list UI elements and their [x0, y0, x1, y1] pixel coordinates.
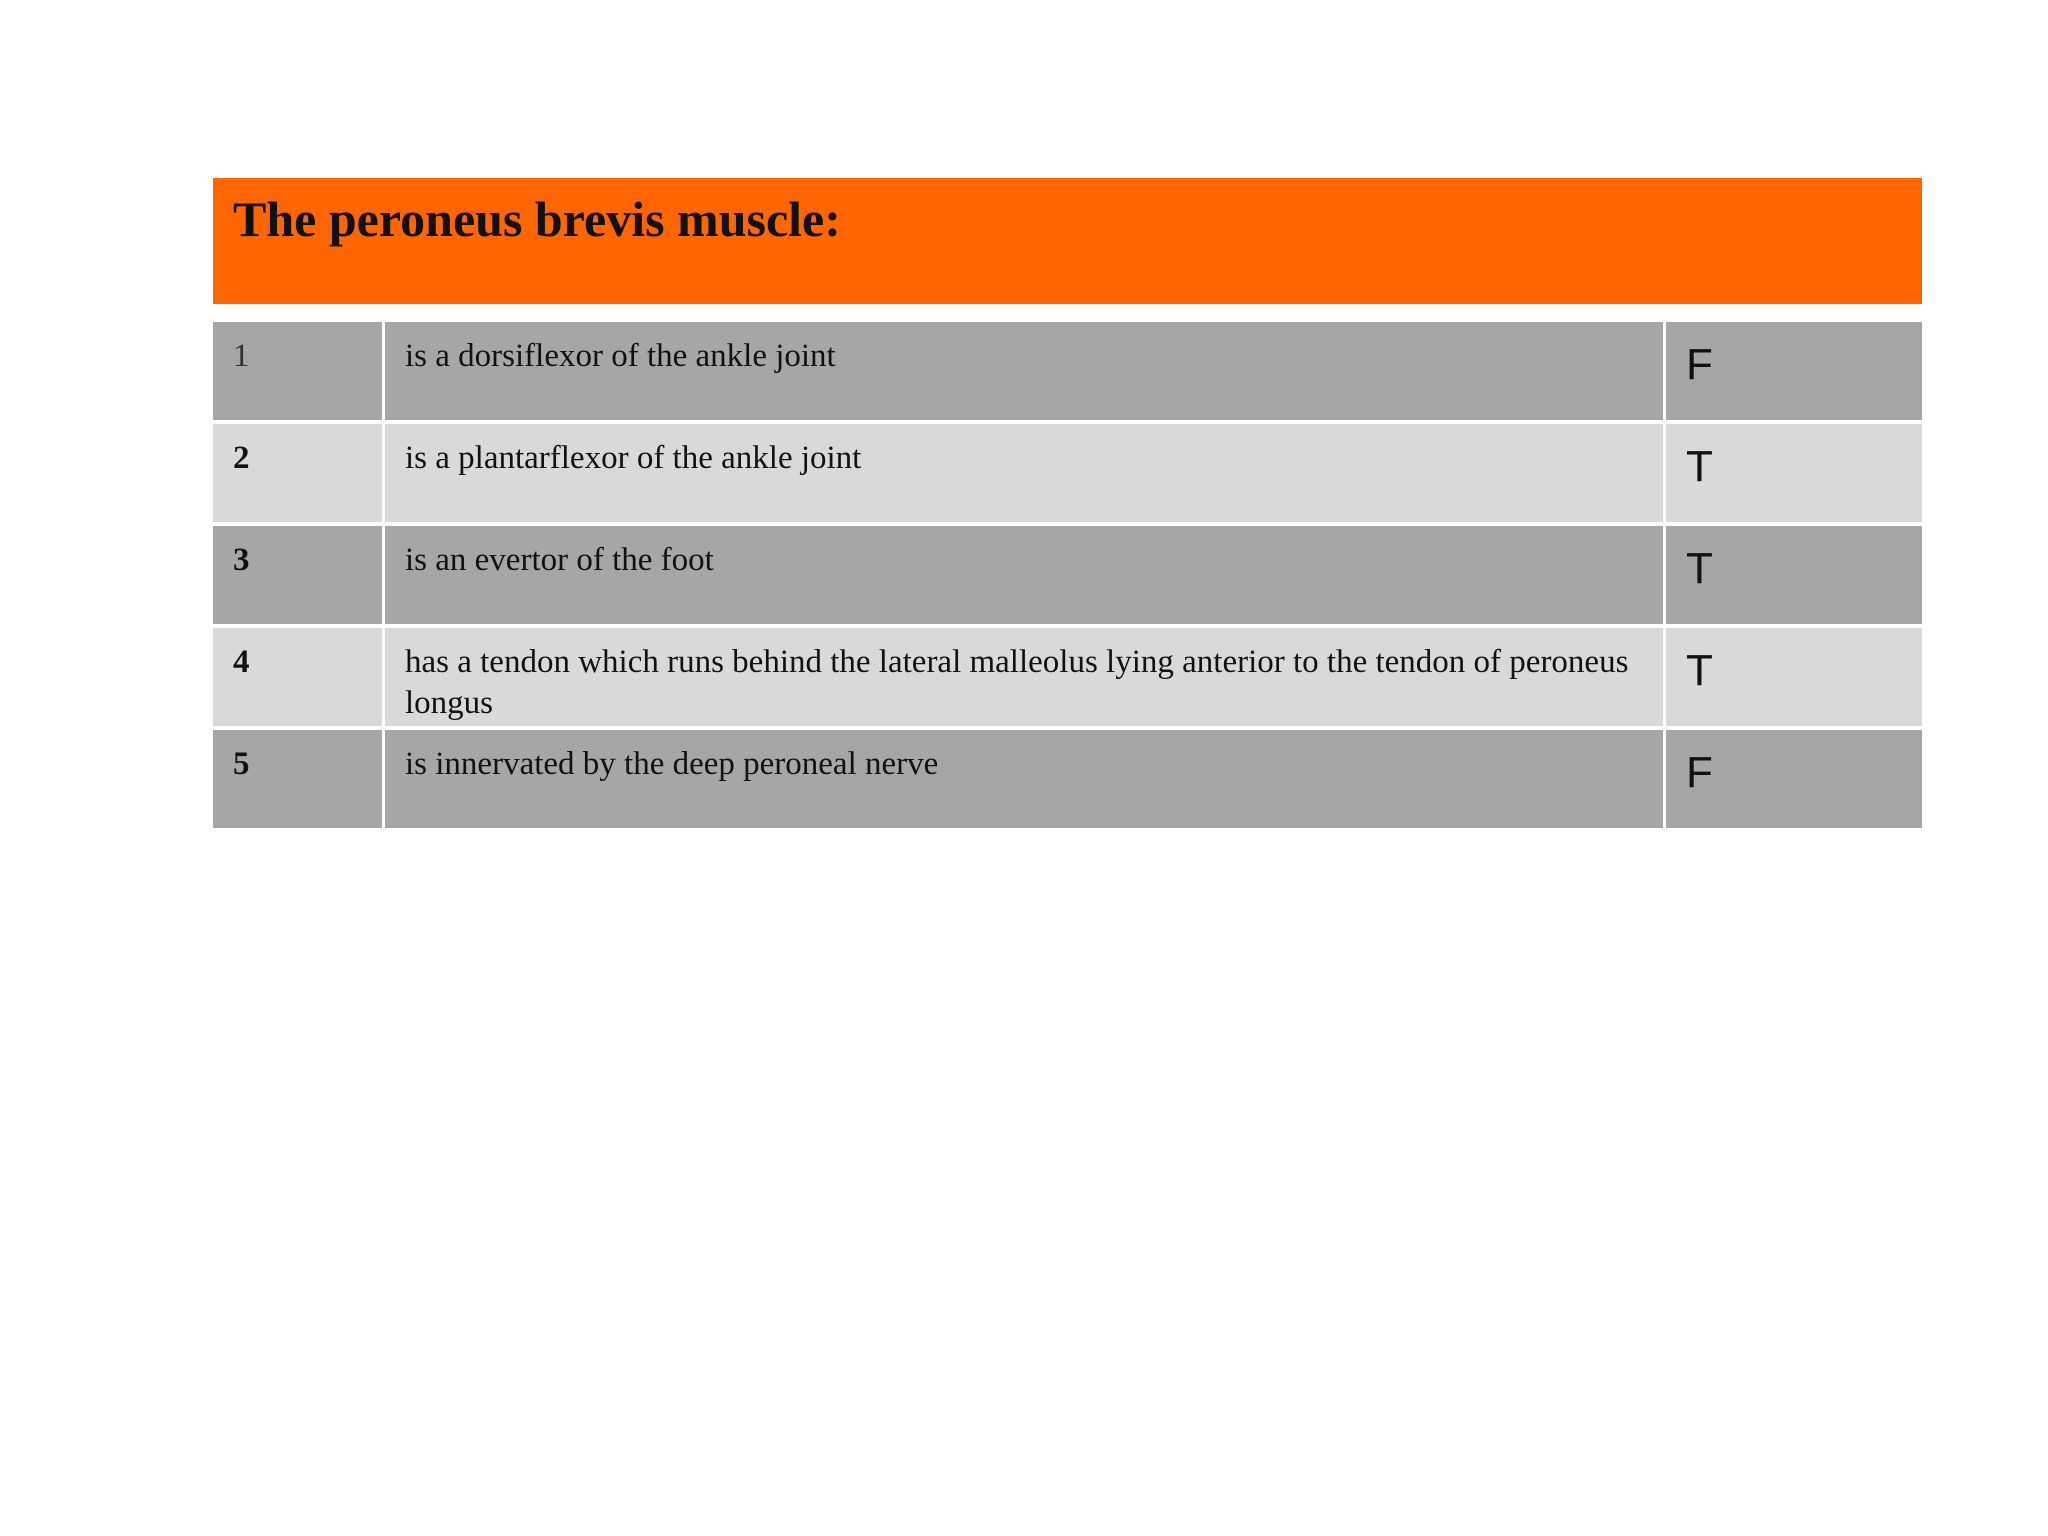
answer-text: F: [1686, 748, 1713, 797]
table-row: [213, 628, 1922, 730]
statement-cell: [385, 526, 1666, 624]
statement-cell: [385, 424, 1666, 522]
answer-text: F: [1686, 340, 1713, 389]
row-number: 5: [233, 746, 250, 782]
row-number: 2: [233, 440, 250, 476]
row-number-cell: [213, 730, 385, 828]
statement-text: has a tendon which runs behind the lateral malleolus lying anterior to the tendon of peroneus longus: [405, 644, 1629, 721]
answer-text: T: [1686, 544, 1713, 593]
statement-text: is a dorsiflexor of the ankle joint: [405, 338, 836, 374]
title-banner: [213, 178, 1922, 304]
row-number: 4: [233, 644, 250, 680]
row-number-cell: [213, 526, 385, 624]
table-row: [213, 322, 1922, 424]
statement-cell: [385, 730, 1666, 828]
question-table: [213, 322, 1922, 832]
table-row: [213, 730, 1922, 832]
row-number-cell: [213, 628, 385, 726]
statement-text: is a plantarflexor of the ankle joint: [405, 440, 862, 476]
statement-text: is an evertor of the foot: [405, 542, 714, 578]
statement-cell: [385, 322, 1666, 420]
answer-cell: [1666, 424, 1922, 522]
answer-cell: [1666, 526, 1922, 624]
table-row: [213, 424, 1922, 526]
row-number: 1: [233, 338, 250, 374]
row-number: 3: [233, 542, 250, 578]
statement-cell: [385, 628, 1666, 726]
answer-text: T: [1686, 442, 1713, 491]
answer-text: T: [1686, 646, 1713, 695]
answer-cell: [1666, 322, 1922, 420]
page-title: The peroneus brevis muscle:: [233, 191, 841, 247]
answer-cell: [1666, 628, 1922, 726]
answer-cell: [1666, 730, 1922, 828]
statement-text: is innervated by the deep peroneal nerve: [405, 746, 939, 782]
row-number-cell: [213, 322, 385, 420]
row-number-cell: [213, 424, 385, 522]
table-row: [213, 526, 1922, 628]
